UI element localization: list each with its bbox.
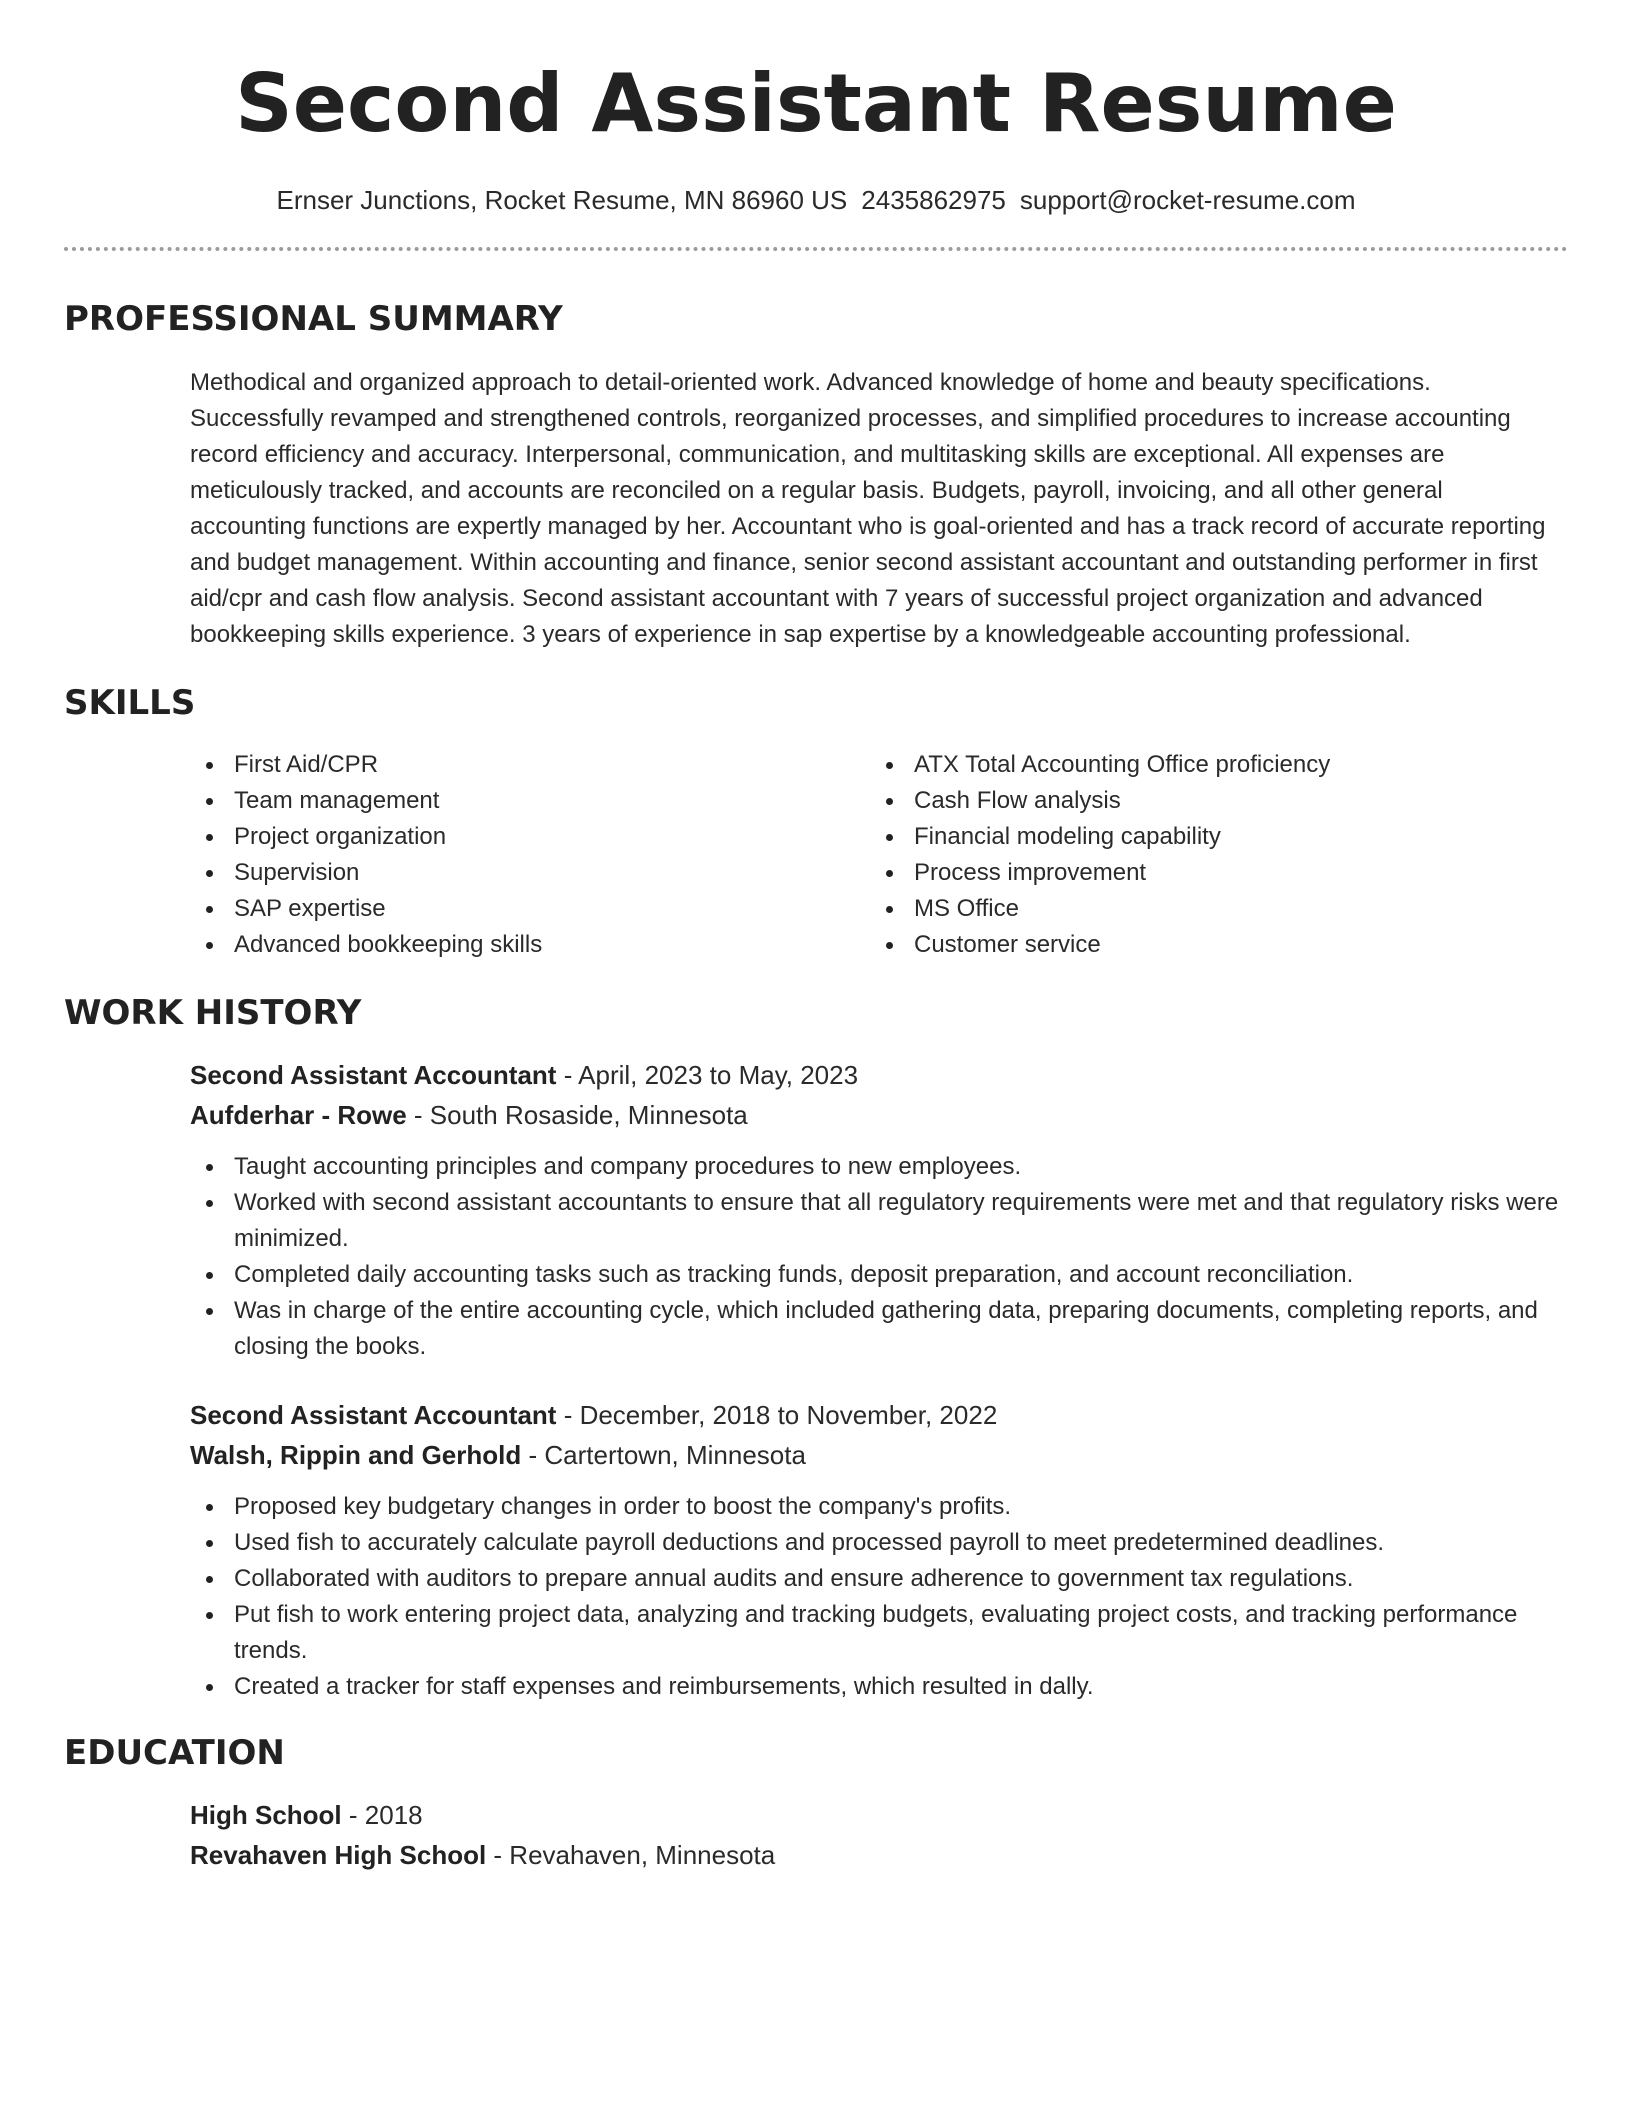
education-section (64, 1731, 1568, 1875)
skill-item: Supervision (190, 855, 870, 891)
skills-list-left (190, 747, 870, 963)
resume-title: Second Assistant Resume (235, 57, 1397, 150)
job-entry (190, 1395, 1568, 1705)
skill-item: Cash Flow analysis (870, 783, 1550, 819)
contact-phone: 2435862975 (861, 185, 1006, 215)
contact-email: support@rocket-resume.com (1019, 185, 1356, 215)
job-dates: - April, 2023 to May, 2023 (556, 1060, 859, 1090)
job-bullet: Was in charge of the entire accounting cycle, which included gathering data, preparing documents, completing reports, and closing the books. (190, 1293, 1568, 1365)
job-bullet: Created a tracker for staff expenses and reimbursements, which resulted in dally. (190, 1669, 1568, 1705)
job-company: Aufderhar - Rowe (190, 1100, 407, 1130)
education-school: Revahaven High School (190, 1840, 487, 1870)
job-company-line (190, 1095, 1568, 1135)
header-divider (64, 247, 1568, 251)
skill-item: MS Office (870, 891, 1550, 927)
job-title-line (190, 1055, 1568, 1095)
contact-address: Ernser Junctions, Rocket Resume, MN 86960 US (276, 185, 848, 215)
job-title: Second Assistant Accountant (190, 1400, 557, 1430)
education-school-line (190, 1835, 1568, 1875)
skill-item: Advanced bookkeeping skills (190, 927, 870, 963)
education-degree-line (190, 1795, 1568, 1835)
job-title: Second Assistant Accountant (190, 1060, 557, 1090)
job-company-line (190, 1435, 1568, 1475)
skill-item: SAP expertise (190, 891, 870, 927)
job-bullet: Completed daily accounting tasks such as tracking funds, deposit preparation, and account reconciliation. (190, 1257, 1568, 1293)
skill-item: Process improvement (870, 855, 1550, 891)
skill-item: First Aid/CPR (190, 747, 870, 783)
job-location: - Cartertown, Minnesota (521, 1440, 806, 1470)
job-bullet: Collaborated with auditors to prepare annual audits and ensure adherence to government tax regulations. (190, 1561, 1568, 1597)
summary-section (64, 297, 1568, 653)
education-heading: EDUCATION (64, 1733, 285, 1773)
job-bullet: Used fish to accurately calculate payroll deductions and processed payroll to meet predetermined deadlines. (190, 1525, 1568, 1561)
summary-text: Methodical and organized approach to detail-oriented work. Advanced knowledge of home and beauty specifications. Successfully revamped and strengthened controls, reorganized processes, and simplified procedures to increase accounting record efficiency and accuracy. Interpersonal, communication, and multitasking skills are exceptional. All expenses are meticulously tracked, and accounts are reconciled on a regular basis. Budgets, payroll, invoicing, and all other general accounting functions are expertly managed by her. Accountant who is goal-oriented and has a track record of accurate reporting and budget management. Within accounting and finance, senior second assistant accountant and outstanding performer in first aid/cpr and cash flow analysis. Second assistant accountant with 7 years of successful project organization and advanced bookkeeping skills experience. 3 years of experience in sap expertise by a knowledgeable accounting professional. (190, 369, 1546, 648)
education-location: - Revahaven, Minnesota (486, 1840, 776, 1870)
skills-section (64, 681, 1568, 963)
education-degree: High School (190, 1800, 342, 1830)
skill-item: Financial modeling capability (870, 819, 1550, 855)
summary-heading: PROFESSIONAL SUMMARY (64, 299, 563, 339)
skill-item: Team management (190, 783, 870, 819)
skills-list-right (870, 747, 1550, 963)
education-entry (190, 1795, 1568, 1875)
skills-columns (190, 747, 1568, 963)
job-bullets (190, 1149, 1568, 1365)
skills-heading: SKILLS (64, 683, 196, 723)
job-bullet: Worked with second assistant accountants to ensure that all regulatory requirements were met and that regulatory risks were minimized. (190, 1185, 1568, 1257)
job-location: - South Rosaside, Minnesota (406, 1100, 748, 1130)
job-bullet: Put fish to work entering project data, analyzing and tracking budgets, evaluating project costs, and tracking performance trends. (190, 1597, 1568, 1669)
job-bullets (190, 1489, 1568, 1705)
contact-line (64, 183, 1568, 217)
job-bullet: Proposed key budgetary changes in order to boost the company's profits. (190, 1489, 1568, 1525)
skill-item: ATX Total Accounting Office proficiency (870, 747, 1550, 783)
work-history-section (64, 991, 1568, 1705)
job-company: Walsh, Rippin and Gerhold (190, 1440, 522, 1470)
skill-item: Customer service (870, 927, 1550, 963)
job-dates: - December, 2018 to November, 2022 (556, 1400, 998, 1430)
job-bullet: Taught accounting principles and company procedures to new employees. (190, 1149, 1568, 1185)
skill-item: Project organization (190, 819, 870, 855)
job-title-line (190, 1395, 1568, 1435)
work-history-heading: WORK HISTORY (64, 993, 362, 1033)
job-entry (190, 1055, 1568, 1365)
education-year: - 2018 (341, 1800, 423, 1830)
